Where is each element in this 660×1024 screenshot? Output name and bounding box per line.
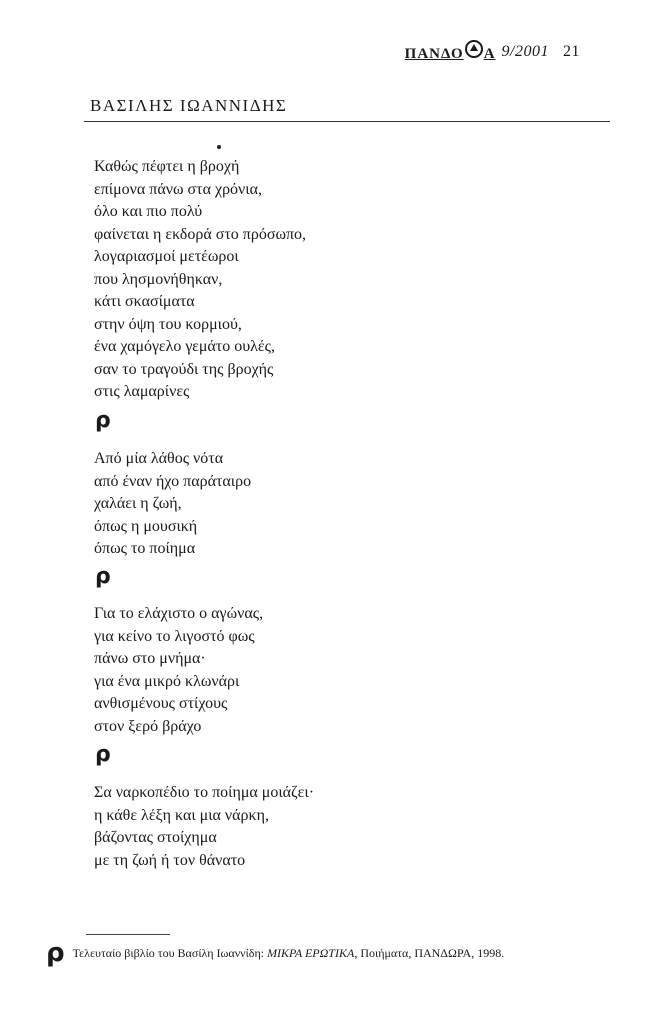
page-number: 21 (563, 42, 580, 60)
journal-name (405, 40, 496, 63)
footnote-text-after: , Ποιήματα, ΠΑΝΔΩΡΑ, 1998. (354, 945, 505, 960)
stanza-1 (94, 156, 306, 404)
footnote-text-before: Τελευταίο βιβλίο του Βασίλη Ιωαννίδη: (72, 945, 265, 960)
poem-line: ανθισμένους στίχους (94, 695, 228, 712)
poem-line: λογαριασμοί μετέωροι (94, 248, 239, 265)
poem-line: με τη ζωή ή τον θάνατο (94, 851, 246, 869)
poem-line: στην όψη του κορμιού, (94, 315, 242, 333)
poem-line: κάτι σκασίματα (94, 293, 195, 310)
stanza-separator-rho: ρ (95, 564, 111, 589)
poem-line: στον ξερό βράχο (94, 717, 202, 735)
poem-line: Καθώς πέφτει η βροχή (94, 158, 240, 175)
stanza-4 (94, 782, 314, 872)
poem-line: όλο και πιο πολύ (94, 203, 203, 220)
footnote-book-title: ΜΙΚΡΑ ΕΡΩΤΙΚΑ (267, 945, 355, 960)
poem-line: Σα ναρκοπέδιο το ποίημα μοιάζει· (94, 784, 315, 801)
footnote-rule (86, 934, 170, 935)
poem-line: που λησμονήθηκαν, (94, 270, 223, 288)
poem-line: πάνω στο μνήμα· (94, 650, 206, 667)
poem-line: χαλάει η ζωή, (94, 495, 182, 512)
journal-name-right: Α (483, 46, 496, 62)
poem-line: στις λαμαρίνες (94, 383, 190, 400)
poem-line: όπως το ποίημα (94, 540, 196, 557)
poem-line: από έναν ήχο παράταιρο (94, 472, 252, 490)
journal-name-left: ΠΑΝΔΟ (404, 46, 464, 62)
poem-line: βάζοντας στοίχημα (94, 829, 217, 846)
poem-line: Για το ελάχιστο ο αγώνας, (94, 605, 264, 622)
footnote-rho-marker: ρ (46, 938, 65, 968)
poem-line: όπως η μουσική (94, 517, 198, 535)
stanza-2 (94, 448, 251, 561)
poem-line: φαίνεται η εκδορά στο πρόσωπο, (94, 225, 307, 243)
poem-line: η κάθε λέξη και μια νάρκη, (94, 806, 269, 824)
poem-line: ένα χαμόγελο γεμάτο ουλές, (94, 338, 275, 355)
ornament-dot (217, 145, 221, 149)
stanza-separator-rho: ρ (95, 742, 111, 767)
poem-line: για κείνο το λιγοστό φως (94, 627, 255, 645)
stanza-3 (94, 603, 263, 738)
stanza-separator-rho: ρ (95, 408, 111, 433)
poem-line: για ένα μικρό κλωνάρι (94, 672, 240, 690)
footnote (46, 940, 504, 966)
running-header (405, 40, 580, 63)
poem-line: σαν το τραγούδι της βροχής (94, 360, 274, 378)
author-name: ΒΑΣΙΛΗΣ ΙΩΑΝΝΙΔΗΣ (90, 96, 288, 115)
header-rule (84, 121, 610, 122)
poem-line: Από μία λάθος νότα (94, 450, 224, 467)
journal-issue: 9/2001 (501, 42, 549, 60)
pandora-logo-icon (465, 40, 483, 58)
poem-line: επίμονα πάνω στα χρόνια, (94, 180, 262, 198)
